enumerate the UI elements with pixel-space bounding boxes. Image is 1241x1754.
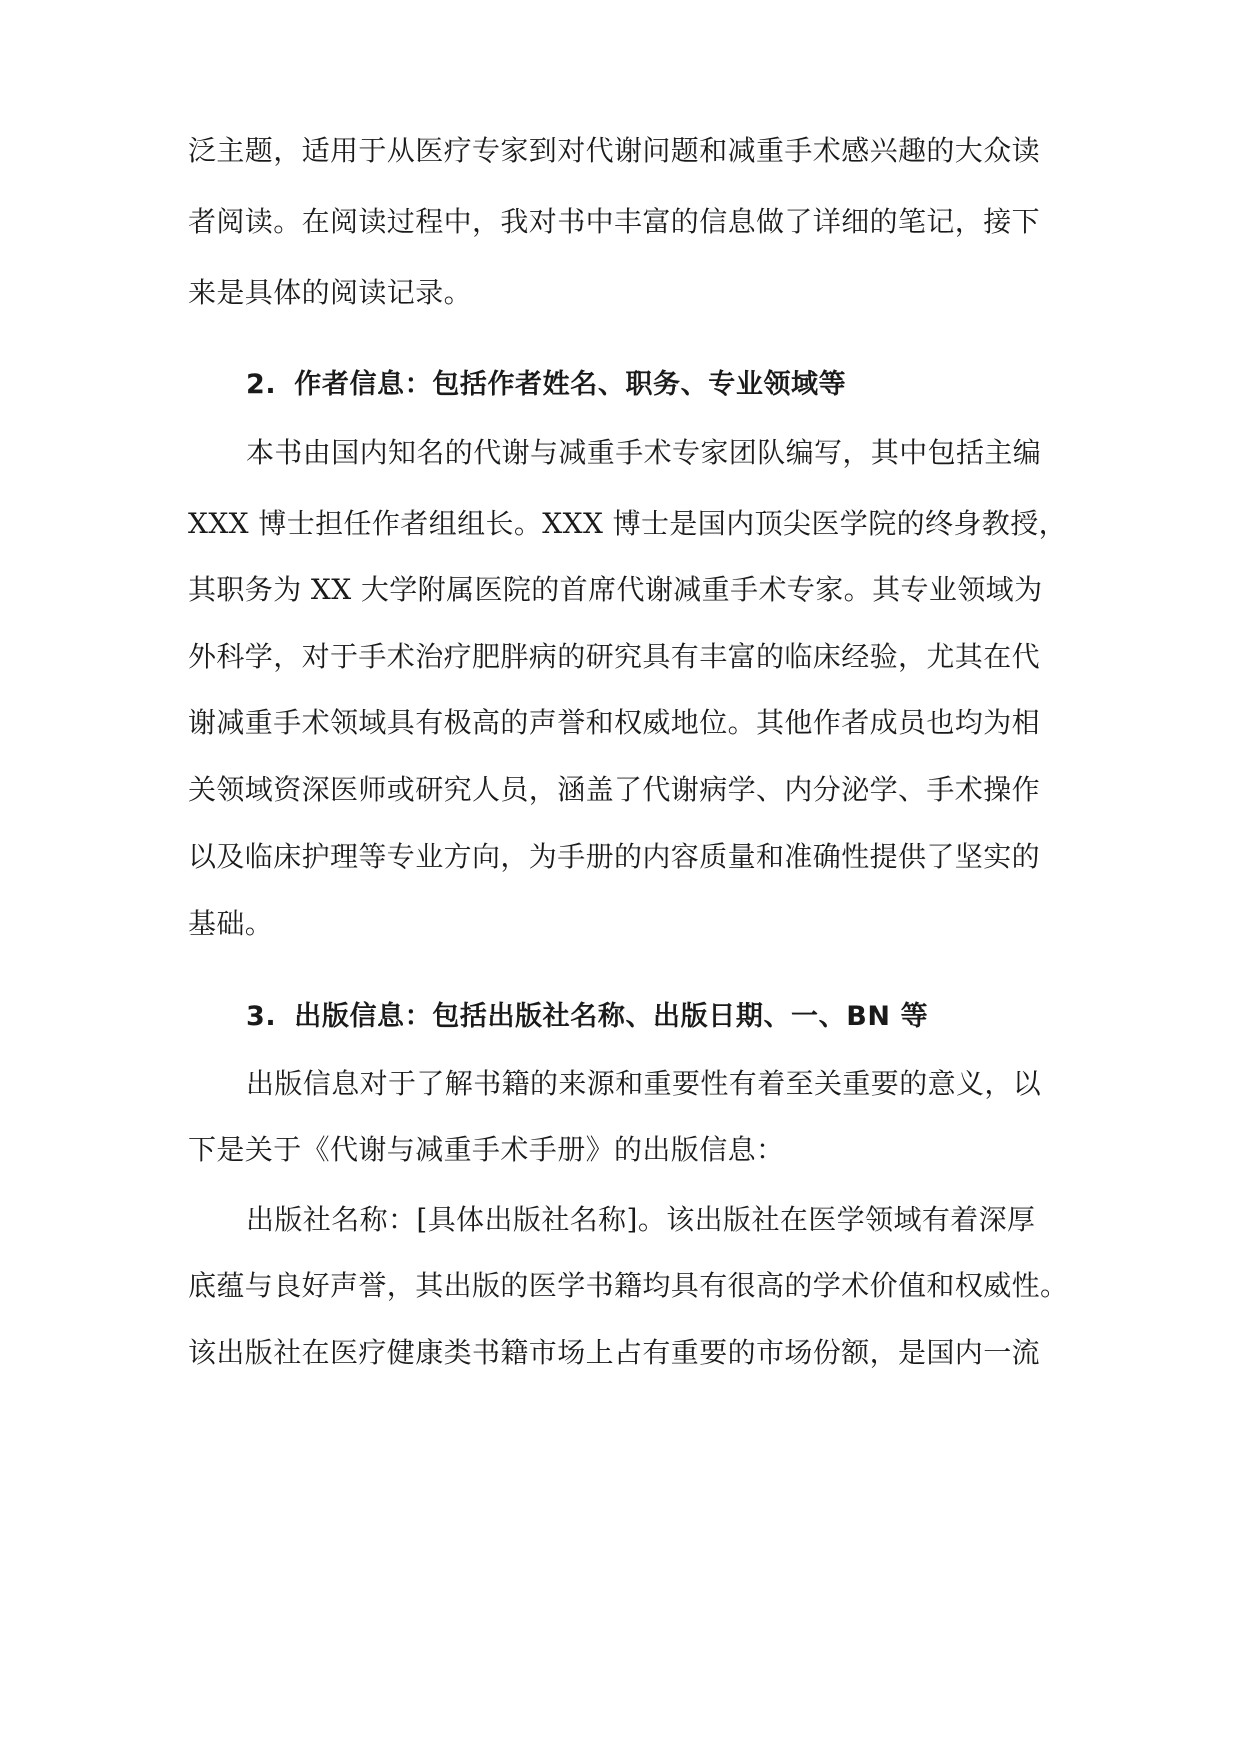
section-3-line-5: 该出版社在医疗健康类书籍市场上占有重要的市场份额，是国内一流 [188, 1336, 1041, 1369]
section-2-heading [246, 365, 1054, 405]
section-2-line-6: 关领域资深医师或研究人员，涵盖了代谢病学、内分泌学、手术操作 [188, 773, 1041, 806]
section-2-line-4: 外科学，对于手术治疗肥胖病的研究具有丰富的临床经验，尤其在代 [188, 640, 1041, 673]
section-3-line-1: 出版信息对于了解书籍的来源和重要性有着至关重要的意义，以 [246, 1067, 1042, 1100]
section-3-heading [246, 997, 1054, 1037]
intro-line-1: 泛主题，适用于从医疗专家到对代谢问题和减重手术感兴趣的大众读 [188, 134, 1041, 167]
section-2-title: 作者信息：包括作者姓名、职务、专业领域等 [294, 369, 847, 400]
intro-line-3: 来是具体的阅读记录。 [188, 276, 473, 309]
section-2-number: 2. [246, 369, 277, 400]
section-2-line-8: 基础。 [188, 907, 274, 940]
section-2-line-5: 谢减重手术领域具有极高的声誉和权威地位。其他作者成员也均为相 [188, 706, 1041, 739]
intro-line-2: 者阅读。在阅读过程中，我对书中丰富的信息做了详细的笔记，接下 [188, 205, 1041, 238]
section-3-line-4: 底蕴与良好声誉，其出版的医学书籍均具有很高的学术价值和权威性。 [188, 1269, 1069, 1302]
section-2-line-1: 本书由国内知名的代谢与减重手术专家团队编写，其中包括主编 [246, 436, 1042, 469]
section-3-line-3: 出版社名称：[具体出版社名称]。该出版社在医学领域有着深厚 [246, 1203, 1036, 1236]
section-2-line-2: XXX 博士担任作者组组长。XXX 博士是国内顶尖医学院的终身教授， [188, 507, 1068, 540]
section-3-line-2: 下是关于《代谢与减重手术手册》的出版信息： [188, 1133, 785, 1166]
section-2-line-7: 以及临床护理等专业方向，为手册的内容质量和准确性提供了坚实的 [188, 840, 1041, 873]
section-3-number: 3. [246, 1001, 277, 1032]
section-2-line-3: 其职务为 XX 大学附属医院的首席代谢减重手术专家。其专业领域为 [188, 573, 1043, 606]
section-3-title: 出版信息：包括出版社名称、出版日期、一、BN 等 [294, 1001, 929, 1032]
